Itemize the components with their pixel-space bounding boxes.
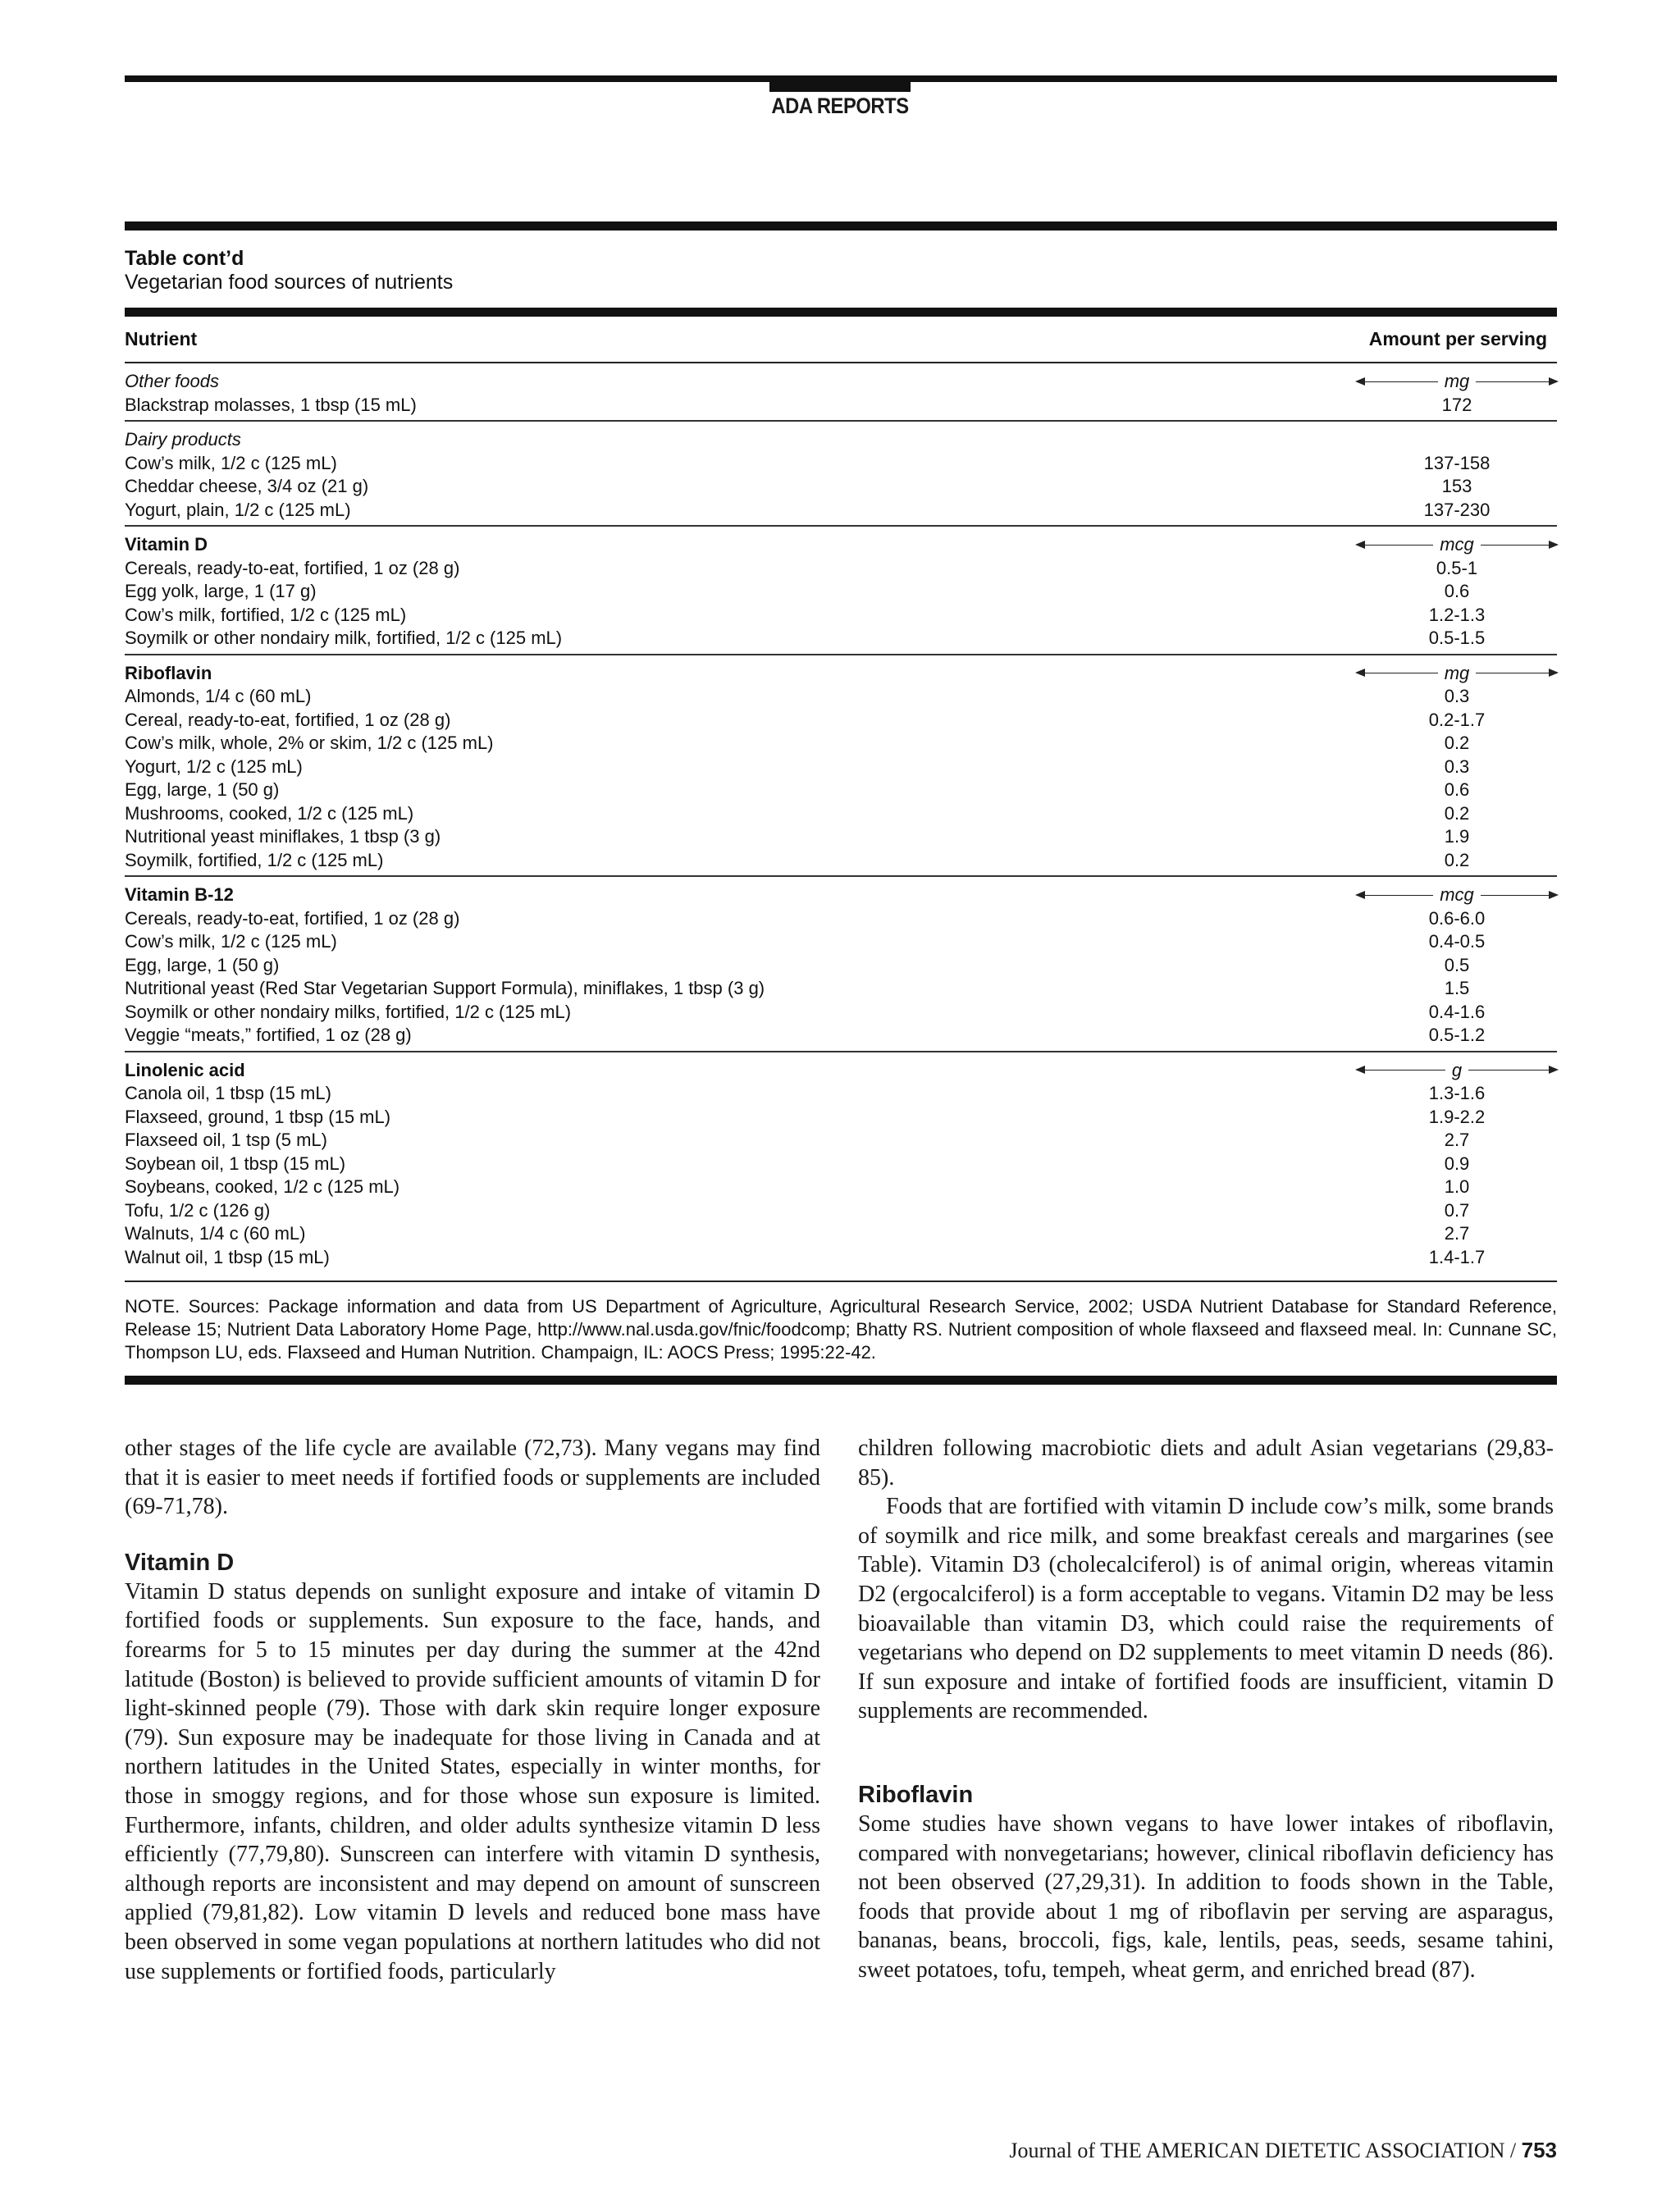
unit-indicator	[1357, 1059, 1557, 1083]
table-row	[125, 1024, 1557, 1048]
right-arrow-icon	[1481, 545, 1557, 546]
table-row	[125, 475, 1557, 499]
table-group	[125, 877, 1557, 1052]
table-row	[125, 394, 1557, 418]
group-heading: Riboflavin	[125, 662, 212, 683]
amount-value: 1.4-1.7	[1428, 1246, 1486, 1267]
food-item: Cow’s milk, 1/2 c (125 mL)	[125, 452, 337, 473]
amount-value: 0.2	[1444, 849, 1470, 870]
left-column	[125, 1434, 820, 1986]
amount-value: 2.7	[1444, 1130, 1470, 1150]
header-rule	[125, 75, 1557, 82]
group-heading: Vitamin B-12	[125, 884, 234, 905]
table-row	[125, 580, 1557, 604]
food-item: Egg yolk, large, 1 (17 g)	[125, 581, 317, 601]
amount-value: 1.3-1.6	[1428, 1083, 1486, 1103]
table-row	[125, 907, 1557, 931]
table-row	[125, 930, 1557, 954]
unit-label: g	[1451, 1059, 1463, 1080]
left-arrow-icon	[1357, 895, 1433, 896]
table-row	[125, 732, 1557, 756]
food-item: Blackstrap molasses, 1 tbsp (15 mL)	[125, 394, 417, 415]
food-item: Yogurt, 1/2 c (125 mL)	[125, 756, 303, 777]
amount-value: 0.9	[1444, 1153, 1470, 1174]
food-item: Cereal, ready-to-eat, fortified, 1 oz (28 g)	[125, 709, 451, 730]
nutrient-table	[125, 221, 1557, 1385]
amount-value: 0.2-1.7	[1428, 709, 1486, 730]
header-tab-mark	[769, 82, 911, 92]
amount-value: 1.9-2.2	[1428, 1106, 1486, 1127]
table-row	[125, 825, 1557, 849]
food-item: Veggie “meats,” fortified, 1 oz (28 g)	[125, 1025, 412, 1045]
food-item: Soymilk, fortified, 1/2 c (125 mL)	[125, 849, 384, 870]
amount-value: 0.2	[1444, 802, 1470, 824]
unit-label: mg	[1444, 371, 1470, 391]
amount-value: 137-230	[1423, 499, 1491, 520]
food-item: Soymilk or other nondairy milks, fortified, 1/2 c (125 mL)	[125, 1001, 572, 1022]
amount-value: 0.6-6.0	[1428, 907, 1486, 929]
table-row	[125, 709, 1557, 733]
group-heading-row	[125, 428, 1557, 452]
table-row	[125, 452, 1557, 476]
food-item: Canola oil, 1 tbsp (15 mL)	[125, 1083, 331, 1103]
table-header-rule	[125, 308, 1557, 317]
food-item: Cow’s milk, fortified, 1/2 c (125 mL)	[125, 604, 407, 625]
unit-label: mg	[1444, 662, 1470, 683]
paragraph: Foods that are fortified with vitamin D include cow’s milk, some brands of soymilk and rice milk, and some breakfast cereals and margarines (see Table). Vitamin D3 (cholecalciferol) is of animal origin, whereas vitamin D2 (ergocalciferol) is a form acceptable to vegans. Vitamin D2 may be less bioavailable than vitamin D3, which could raise the requirements of vegetarians who depend on D2 supplements to meet vitamin D needs (86). If sun exposure and intake of fortified foods are insufficient, vitamin D supplements are recommended.	[858, 1494, 1554, 1724]
group-heading-row	[125, 883, 1557, 907]
table-row	[125, 1106, 1557, 1130]
amount-value: 0.6	[1444, 779, 1470, 800]
unit-indicator	[1357, 662, 1557, 686]
table-row	[125, 627, 1557, 651]
table-group	[125, 422, 1557, 527]
table-row	[125, 849, 1557, 873]
table-group	[125, 655, 1557, 878]
food-item: Nutritional yeast miniflakes, 1 tbsp (3 g)	[125, 826, 441, 847]
table-row	[125, 756, 1557, 779]
column-amount: Amount per serving	[1368, 328, 1547, 349]
journal-name: Journal of THE AMERICAN DIETETIC ASSOCIATION /	[1009, 2139, 1522, 2162]
unit-indicator	[1357, 370, 1557, 394]
table-row	[125, 1199, 1557, 1223]
group-heading: Dairy products	[125, 429, 241, 450]
amount-value: 0.2	[1444, 733, 1470, 753]
unit-label: mcg	[1440, 534, 1474, 555]
table-group	[125, 363, 1557, 422]
unit-label: mcg	[1440, 884, 1474, 905]
table-column-header	[125, 317, 1557, 363]
food-item: Cereals, ready-to-eat, fortified, 1 oz (28 g)	[125, 907, 460, 929]
table-row	[125, 1176, 1557, 1199]
paragraph: other stages of the life cycle are available (72,73). Many vegans may find that it is easier to meet needs if fortified foods or supplements are included (69-71,78).	[125, 1436, 820, 1520]
table-row	[125, 557, 1557, 581]
amount-value: 153	[1441, 476, 1472, 496]
food-item: Cereals, ready-to-eat, fortified, 1 oz (28 g)	[125, 557, 460, 578]
table-row	[125, 1246, 1557, 1270]
amount-value: 0.4-1.6	[1428, 1001, 1486, 1022]
food-item: Tofu, 1/2 c (126 g)	[125, 1199, 271, 1221]
left-arrow-icon	[1357, 381, 1438, 382]
table-row	[125, 1082, 1557, 1106]
right-column	[858, 1434, 1554, 1985]
table-row	[125, 977, 1557, 1001]
group-heading-row	[125, 1059, 1557, 1083]
table-bottom-rule	[125, 1376, 1557, 1385]
table-row	[125, 1222, 1557, 1246]
paragraph: Vitamin D status depends on sunlight exposure and intake of vitamin D fortified foods or supplements. Sun exposure to the face, hands, and forearms for 5 to 15 minutes per day during the summer at the 42nd latitude (Boston) is believed to provide sufficient amounts of vitamin D for light-skinned people (79). Those with dark skin require longer exposure (79). Sun exposure may be inadequate for those living in Canada and at northern latitudes in the United States, especially in winter months, for those in smoggy regions, and for those whose sun exposure is limited. Furthermore, infants, children, and older adults synthesize vitamin D less efficiently (77,79,80). Sunscreen can interfere with vitamin D synthesis, although reports are inconsistent and may depend on amount of sunscreen applied (79,81,82). Low vitamin D levels and reduced bone mass have been observed in some vegan populations at northern latitudes who did not use supplements or fortified foods, particularly	[125, 1578, 820, 1984]
food-item: Egg, large, 1 (50 g)	[125, 954, 280, 975]
table-subtitle: Vegetarian food sources of nutrients	[125, 271, 454, 294]
amount-value: 0.5-1.5	[1428, 628, 1486, 648]
amount-value: 1.2-1.3	[1428, 604, 1486, 625]
right-arrow-icon	[1468, 1070, 1557, 1071]
table-row	[125, 1129, 1557, 1153]
group-heading-row	[125, 370, 1557, 394]
paragraph: children following macrobiotic diets and adult Asian vegetarians (29,83-85).	[858, 1436, 1554, 1491]
right-arrow-icon	[1481, 895, 1557, 896]
table-row	[125, 802, 1557, 826]
food-item: Cheddar cheese, 3/4 oz (21 g)	[125, 476, 369, 496]
food-item: Yogurt, plain, 1/2 c (125 mL)	[125, 499, 351, 520]
group-heading: Linolenic acid	[125, 1059, 245, 1080]
page-footer	[1009, 2138, 1557, 2163]
food-item: Soybeans, cooked, 1/2 c (125 mL)	[125, 1176, 400, 1197]
table-title: Table cont’d	[125, 247, 244, 270]
food-item: Cow’s milk, 1/2 c (125 mL)	[125, 931, 337, 952]
paragraph: Some studies have shown vegans to have lower intakes of riboflavin, compared with nonvegetarians; however, clinical riboflavin deficiency has not been observed (27,29,31). In addition to foods shown in the Table, foods that provide about 1 mg of riboflavin per serving are asparagus, bananas, beans, broccoli, figs, kale, lentils, peas, seeds, sesame tahini, sweet potatoes, tofu, tempeh, wheat germ, and enriched bread (87).	[858, 1810, 1554, 1983]
table-group	[125, 527, 1557, 655]
table-note: NOTE. Sources: Package information and data from US Department of Agriculture, Agricultural Research Service, 2002; USDA Nutrient Database for Standard Reference, Release 15; Nutrient Data Laboratory Home Page, http://www.nal.usda.gov/fnic/foodcomp; Bhatty RS. Nutrient composition of whole flaxseed and flaxseed meal. In: Cunnane SC, Thompson LU, eds. Flaxseed and Human Nutrition. Champaign, IL: AOCS Press; 1995:22-42.	[125, 1296, 1557, 1363]
table-row	[125, 954, 1557, 978]
amount-value: 0.5-1	[1436, 557, 1478, 578]
amount-value: 2.7	[1444, 1223, 1470, 1244]
amount-value: 137-158	[1423, 452, 1491, 473]
amount-value: 1.5	[1444, 978, 1470, 998]
amount-value: 172	[1441, 394, 1472, 415]
food-item: Almonds, 1/4 c (60 mL)	[125, 686, 312, 706]
left-arrow-icon	[1357, 545, 1433, 546]
amount-value: 0.4-0.5	[1428, 931, 1486, 952]
food-item: Flaxseed, ground, 1 tbsp (15 mL)	[125, 1106, 391, 1127]
food-item: Walnuts, 1/4 c (60 mL)	[125, 1223, 306, 1244]
group-heading: Other foods	[125, 371, 219, 391]
amount-value: 0.6	[1444, 581, 1470, 601]
table-row	[125, 778, 1557, 802]
amount-value: 1.0	[1444, 1176, 1470, 1197]
food-item: Soymilk or other nondairy milk, fortified, 1/2 c (125 mL)	[125, 628, 563, 648]
section-heading-vitamin-d: Vitamin D	[125, 1549, 235, 1576]
amount-value: 1.9	[1444, 826, 1470, 847]
amount-value: 0.3	[1444, 756, 1470, 777]
food-item: Mushrooms, cooked, 1/2 c (125 mL)	[125, 802, 414, 824]
table-row	[125, 1001, 1557, 1025]
table-body	[125, 363, 1557, 1277]
table-row	[125, 499, 1557, 523]
amount-value: 0.7	[1444, 1199, 1470, 1221]
food-item: Soybean oil, 1 tbsp (15 mL)	[125, 1153, 346, 1174]
group-heading-row	[125, 533, 1557, 557]
food-item: Cow’s milk, whole, 2% or skim, 1/2 c (125 mL)	[125, 733, 494, 753]
amount-value: 0.3	[1444, 686, 1470, 706]
running-head: ADA REPORTS	[771, 94, 909, 118]
table-row	[125, 685, 1557, 709]
amount-value: 0.5-1.2	[1428, 1025, 1486, 1045]
group-heading: Vitamin D	[125, 534, 208, 555]
table-top-rule	[125, 221, 1557, 231]
food-item: Walnut oil, 1 tbsp (15 mL)	[125, 1246, 330, 1267]
table-row	[125, 604, 1557, 628]
food-item: Nutritional yeast (Red Star Vegetarian Support Formula), miniflakes, 1 tbsp (3 g)	[125, 978, 765, 998]
food-item: Flaxseed oil, 1 tsp (5 mL)	[125, 1130, 327, 1150]
section-heading-riboflavin: Riboflavin	[858, 1781, 974, 1808]
group-heading-row	[125, 662, 1557, 686]
column-nutrient: Nutrient	[125, 328, 198, 349]
food-item: Egg, large, 1 (50 g)	[125, 779, 280, 800]
amount-value: 0.5	[1444, 954, 1470, 975]
page-number: 753	[1521, 2138, 1557, 2162]
left-arrow-icon	[1357, 1070, 1445, 1071]
unit-indicator	[1357, 533, 1557, 557]
table-row	[125, 1153, 1557, 1176]
unit-indicator	[1357, 883, 1557, 907]
right-arrow-icon	[1476, 381, 1557, 382]
table-group	[125, 1052, 1557, 1278]
